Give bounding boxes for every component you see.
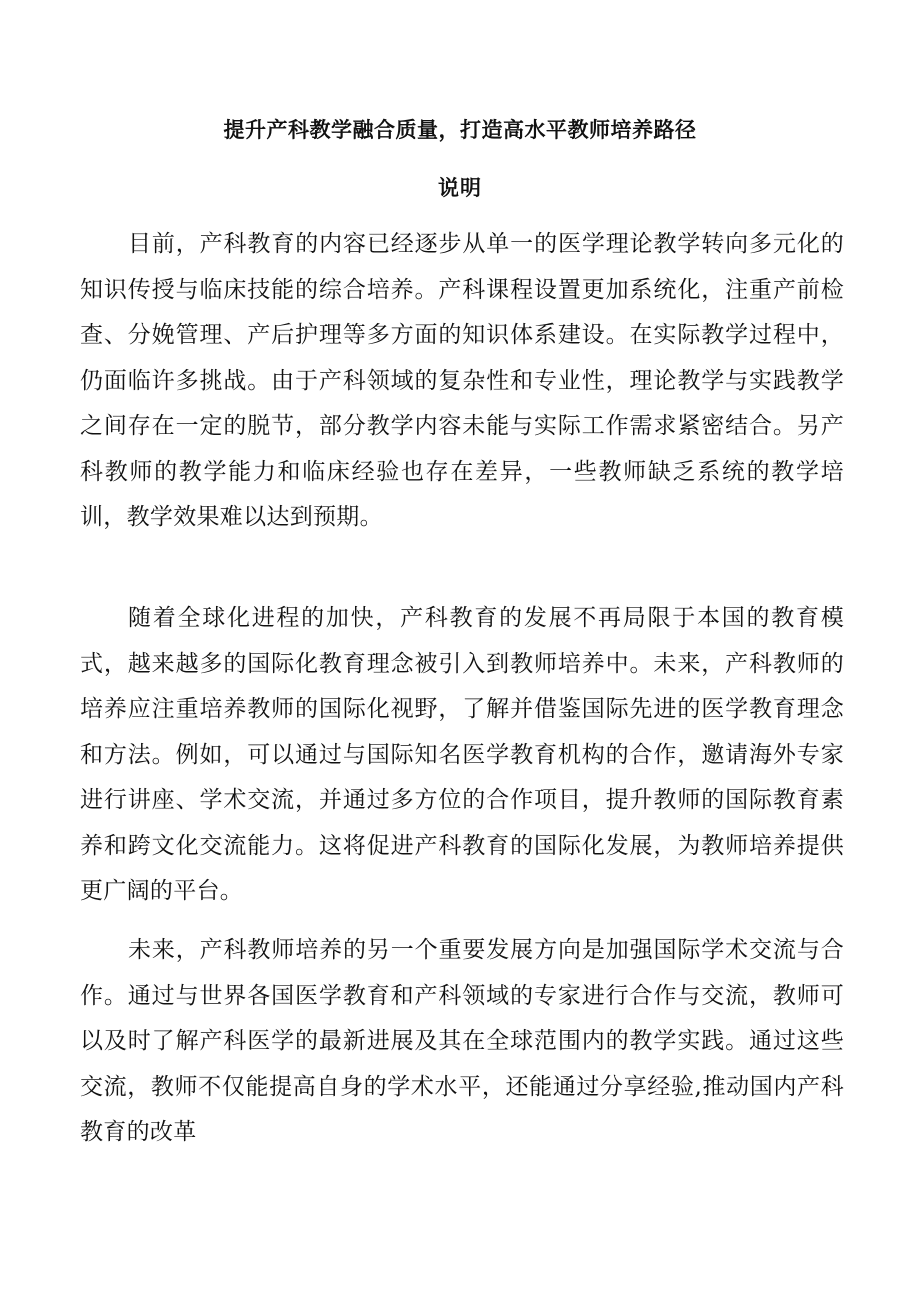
paragraph-1: 目前，产科教育的内容已经逐步从单一的医学理论教学转向多元化的知识传授与临床技能的综合培养。产科课程设置更加系统化，注重产前检查、分娩管理、产后护理等多方面的知识体系建设。在实际教学过程中，仍面临许多挑战。由于产科领域的复杂性和专业性，理论教学与实践教学之间存在一定的脱节，部分教学内容未能与实际工作需求紧密结合。另产科教师的教学能力和临床经验也存在差异，一些教师缺乏系统的教学培训，教学效果难以达到预期。 (80, 231, 844, 530)
paragraph-2: 随着全球化进程的加快，产科教育的发展不再局限于本国的教育模式，越来越多的国际化教育理念被引入到教师培养中。未来，产科教师的培养应注重培养教师的国际化视野，了解并借鉴国际先进的医学教育理念和方法。例如，可以通过与国际知名医学教育机构的合作，邀请海外专家进行讲座、学术交流，并通过多方位的合作项目，提升教师的国际教育素养和跨文化交流能力。这将促进产科教育的国际化发展，为教师培养提供更广阔的平台。 (80, 605, 844, 904)
document-title: 提升产科教学融合质量，打造高水平教师培养路径 (223, 118, 697, 142)
section-heading: 说明 (438, 176, 482, 200)
paragraph-3: 未来，产科教师培养的另一个重要发展方向是加强国际学术交流与合作。通过与世界各国医学教育和产科领域的专家进行合作与交流，教师可以及时了解产科医学的最新进展及其在全球范围内的教学实践。通过这些交流，教师不仅能提高自身的学术水平，还能通过分享经验,推动国内产科教育的改革 (80, 937, 844, 1145)
